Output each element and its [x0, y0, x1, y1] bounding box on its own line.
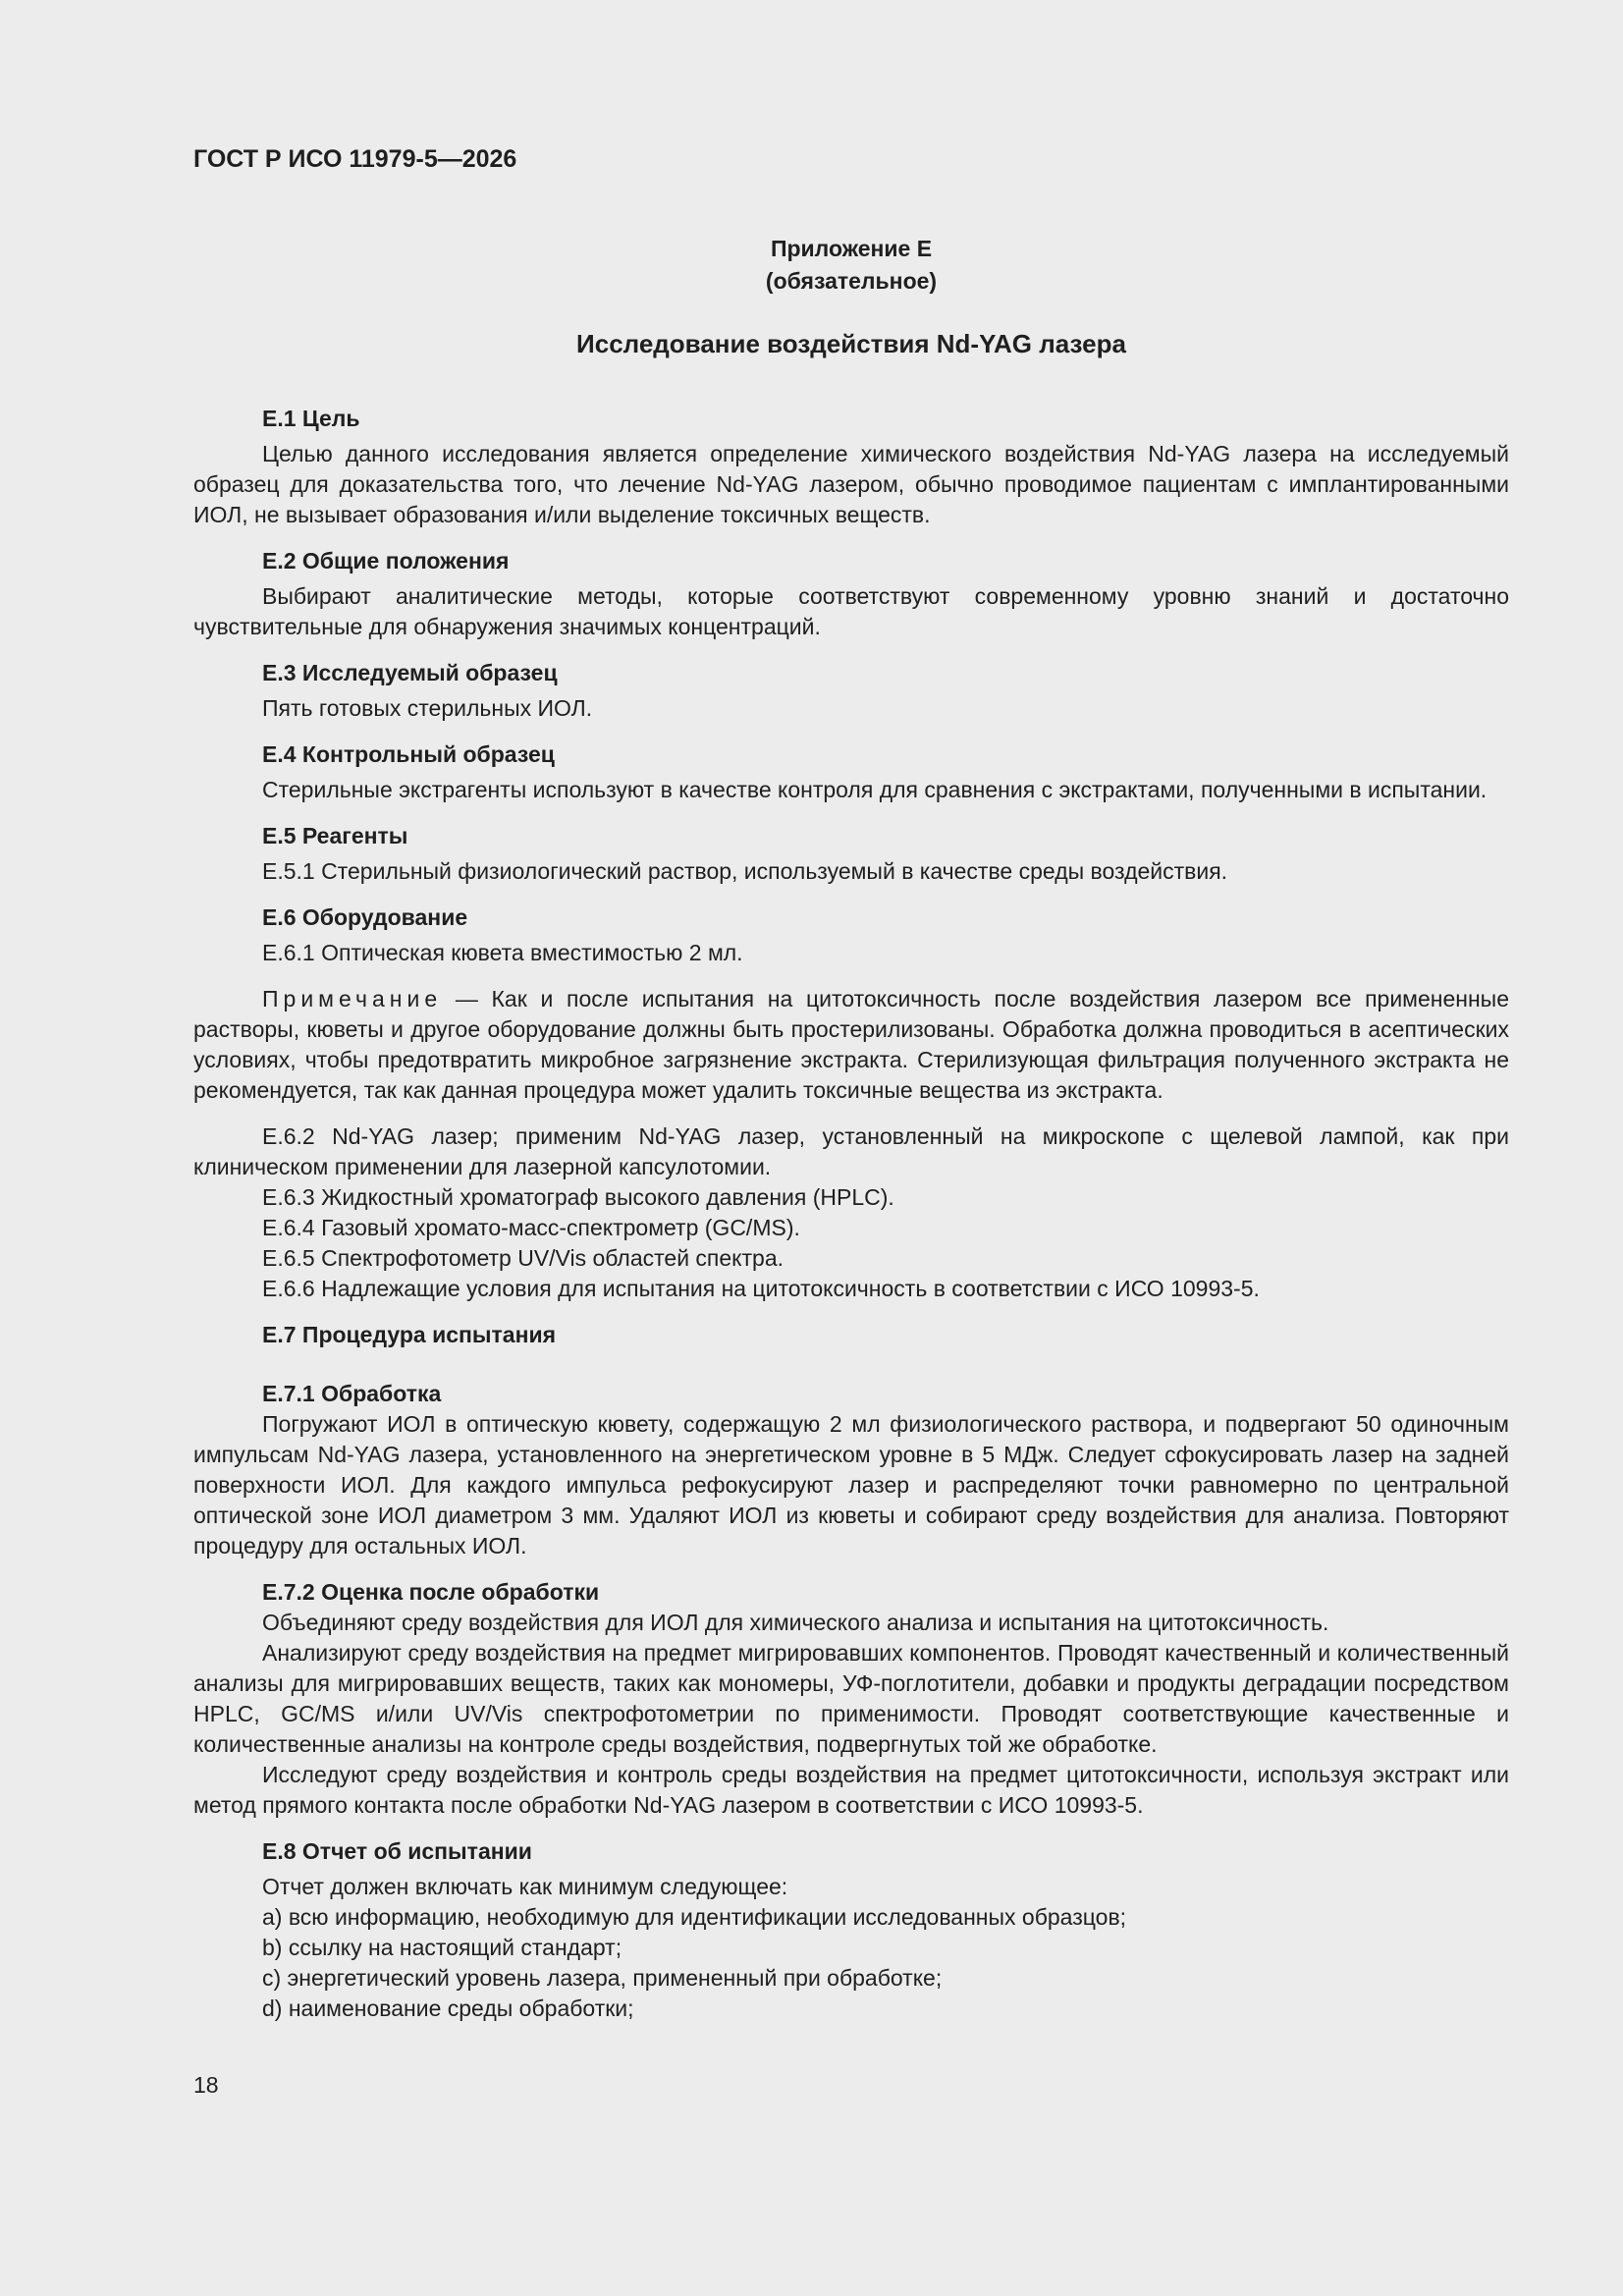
section-e8-heading: Е.8 Отчет об испытании	[262, 1838, 532, 1864]
list-item: d) наименование среды обработки;	[262, 1995, 634, 2021]
note-text: — Как и после испытания на цитотоксичность после воздействия лазером все примененные растворы, кюветы и другое оборудование должны быть простерилизованы. Обработка должна проводиться в асептических условиях, чтобы предотвратить микробное загрязнение экстракта. Стерилизующая фильтрация полученного экстракта не рекомендуется, так как данная процедура может удалить токсичные вещества из экстракта.	[193, 986, 1509, 1103]
section-e6-item-2: Е.6.2 Nd-YAG лазер; применим Nd-YAG лазер, установленный на микроскопе с щелевой лампой, как при клиническом применении для лазерной капсулотомии.	[193, 1123, 1509, 1179]
document-body	[193, 404, 1509, 2024]
section-e6-item-4: Е.6.4 Газовый хромато-масс-спектрометр (GC/MS).	[262, 1215, 800, 1240]
page-number: 18	[193, 2072, 219, 2098]
section-e3-text: Пять готовых стерильных ИОЛ.	[262, 695, 593, 721]
section-e7-2-paragraph-1: Объединяют среду воздействия для ИОЛ для химического анализа и испытания на цитотоксичность.	[262, 1610, 1329, 1635]
section-e6-item-1: Е.6.1 Оптическая кювета вместимостью 2 мл.	[262, 940, 743, 965]
section-e6-heading: Е.6 Оборудование	[262, 904, 468, 930]
section-e6-item-3: Е.6.3 Жидкостный хроматограф высокого давления (HPLC).	[262, 1184, 894, 1210]
section-e2-heading: Е.2 Общие положения	[262, 548, 510, 574]
section-e2-text: Выбирают аналитические методы, которые соответствуют современному уровню знаний и достаточно чувствительные для обнаружения значимых концентраций.	[193, 583, 1509, 639]
note-label: Примечание	[262, 986, 443, 1011]
section-e4-text: Стерильные экстрагенты используют в качестве контроля для сравнения с экстрактами, полученными в испытании.	[262, 777, 1488, 802]
section-e8-intro: Отчет должен включать как минимум следующее:	[262, 1874, 788, 1899]
section-e3-heading: Е.3 Исследуемый образец	[262, 660, 558, 685]
section-e4-heading: Е.4 Контрольный образец	[262, 741, 555, 767]
section-e6-item-5: Е.6.5 Спектрофотометр UV/Vis областей спектра.	[262, 1245, 784, 1271]
section-e7-2-paragraph-2: Анализируют среду воздействия на предмет мигрировавших компонентов. Проводят качественный и количественный анализы для мигрировавших веществ, таких как мономеры, УФ-поглотители, добавки и продукты деградации посредством HPLC, GC/MS и/или UV/Vis спектрофотометрии по применимости. Проводят соответствующие качественные и количественные анализы на контроле среды воздействия, подвергнутых той же обработке.	[193, 1640, 1509, 1757]
section-e6-note	[193, 984, 1509, 1106]
list-item: a) всю информацию, необходимую для идентификации исследованных образцов;	[262, 1904, 1127, 1930]
list-item: c) энергетический уровень лазера, примененный при обработке;	[262, 1965, 943, 1991]
document-code: ГОСТ Р ИСО 11979-5—2026	[193, 145, 517, 173]
section-e7-2-heading: Е.7.2 Оценка после обработки	[262, 1579, 600, 1605]
list-item: b) ссылку на настоящий стандарт;	[262, 1935, 622, 1960]
section-e6-item-6: Е.6.6 Надлежащие условия для испытания на цитотоксичность в соответствии с ИСО 10993-5.	[262, 1276, 1260, 1301]
section-e7-1-heading: Е.7.1 Обработка	[262, 1381, 442, 1406]
section-e7-2-paragraph-3: Исследуют среду воздействия и контроль среды воздействия на предмет цитотоксичности, используя экстракт или метод прямого контакта после обработки Nd-YAG лазером в соответствии с ИСО 10993-5.	[193, 1762, 1509, 1818]
section-e1-text: Целью данного исследования является определение химического воздействия Nd-YAG лазера на исследуемый образец для доказательства того, что лечение Nd-YAG лазером, обычно проводимое пациентам с имплантированными ИОЛ, не вызывает образования и/или выделение токсичных веществ.	[193, 441, 1509, 527]
annex-header	[193, 233, 1509, 298]
section-e5-heading: Е.5 Реагенты	[262, 823, 408, 848]
section-e5-item-1: Е.5.1 Стерильный физиологический раствор, используемый в качестве среды воздействия.	[262, 858, 1228, 884]
annex-status: (обязательное)	[765, 268, 938, 294]
section-e1-heading: Е.1 Цель	[262, 406, 360, 431]
annex-title: Исследование воздействия Nd-YAG лазера	[576, 329, 1126, 358]
annex-label: Приложение Е	[770, 236, 933, 261]
section-e7-heading: Е.7 Процедура испытания	[262, 1322, 557, 1347]
section-e7-1-text: Погружают ИОЛ в оптическую кювету, содержащую 2 мл физиологического раствора, и подвергают 50 одиночным импульсам Nd-YAG лазера, установленного на энергетическом уровне в 5 МДж. Следует сфокусировать лазер на задней поверхности ИОЛ. Для каждого импульса рефокусируют лазер и распределяют точки равномерно по центральной оптической зоне ИОЛ диаметром 3 мм. Удаляют ИОЛ из кюветы и собирают среду воздействия для анализа. Повторяют процедуру для остальных ИОЛ.	[193, 1411, 1509, 1558]
